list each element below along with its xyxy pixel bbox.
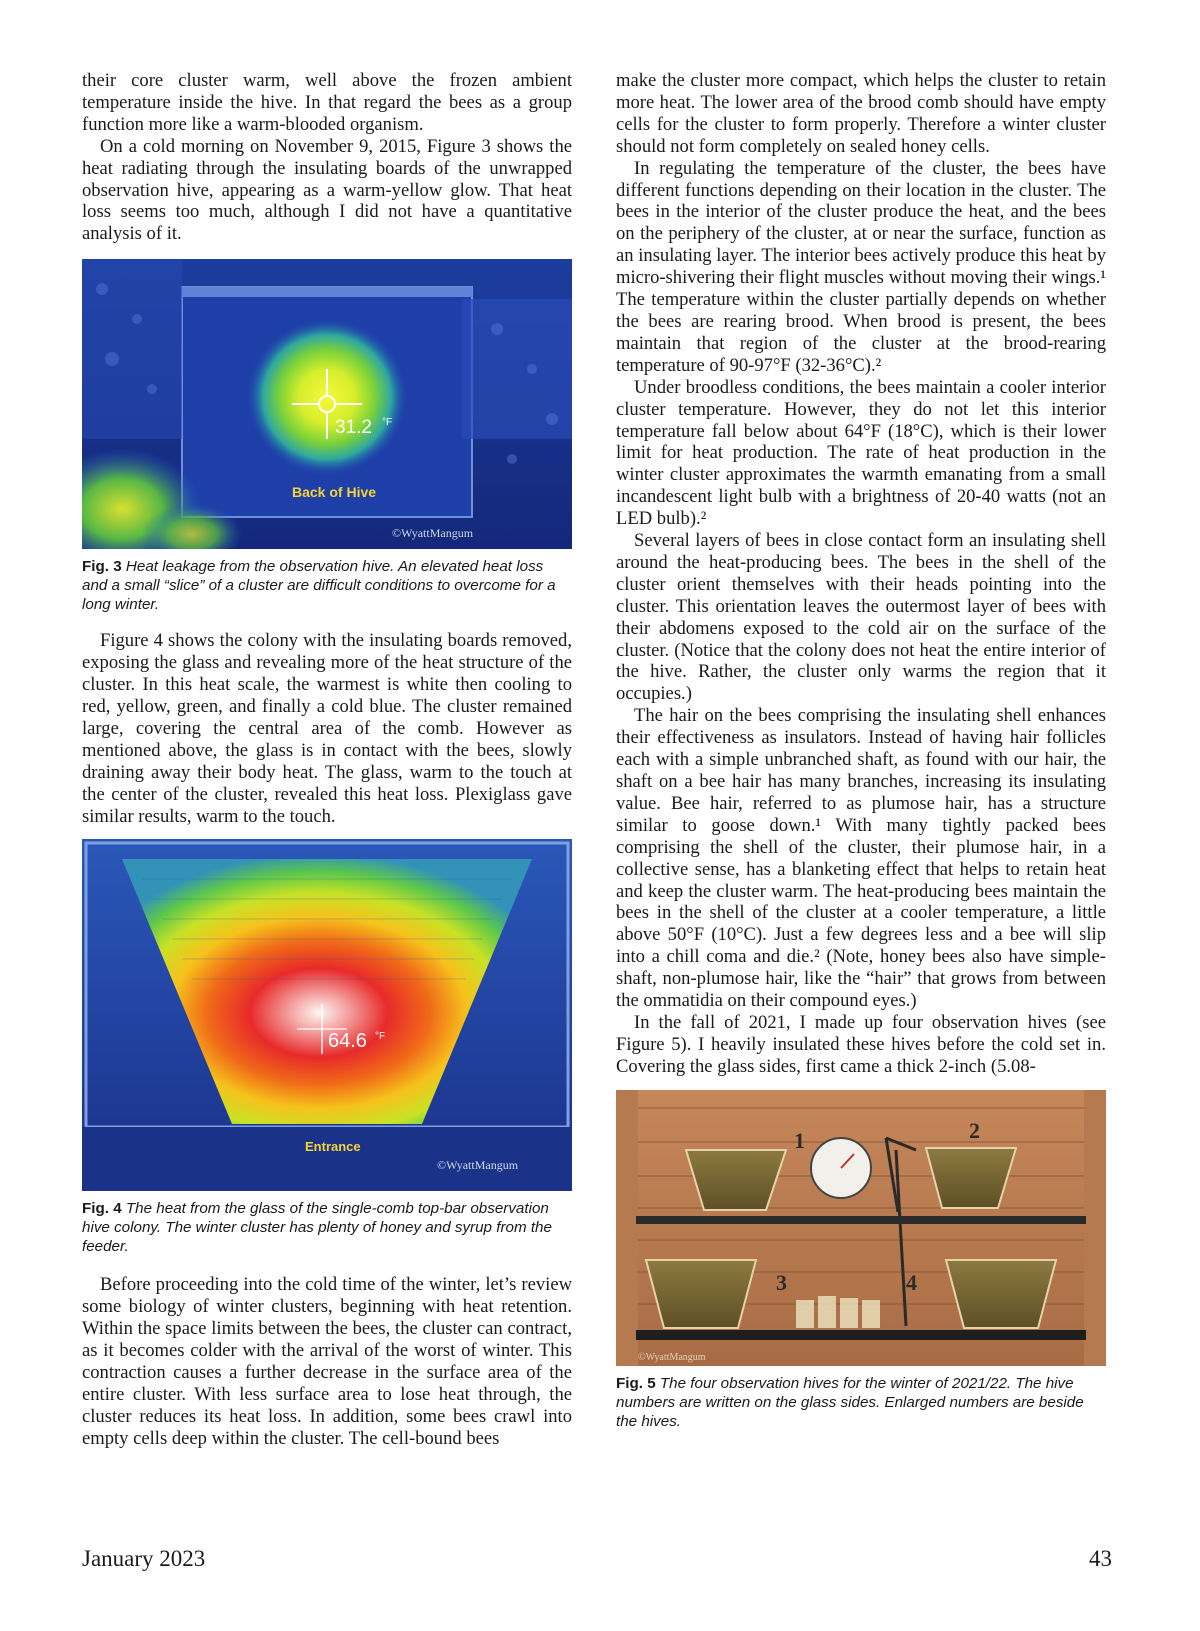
caption-number: Fig. 5 xyxy=(616,1374,656,1392)
temperature-readout: 64.6 xyxy=(328,1030,367,1053)
body-paragraph: Several layers of bees in close contact form an insulating shell around the heat-producing bees. The bees in the shell of the cluster orient themselves with their heads pointing into the cluster. This orientation leaves the outermost layer of bees with their abdomens exposed to the cold air on the surface of the cluster. (Notice that the colony does not heat the entire interior of the hive. Rather, the cluster only warms the region that it occupies.) xyxy=(616,530,1106,705)
thermal-image-back-of-hive xyxy=(82,259,572,549)
photo-credit: ©WyattMangum xyxy=(437,1158,519,1173)
body-paragraph: make the cluster more compact, which helps the cluster to retain more heat. The lower area of the brood comb should have empty cells for the cluster to form properly. Therefore a winter cluster should not form completely on sealed honey cells. xyxy=(616,70,1106,157)
temperature-unit: °F xyxy=(382,417,393,429)
temperature-readout: 31.2 xyxy=(335,417,372,439)
issue-date: January 2023 xyxy=(82,1546,206,1571)
body-paragraph: In regulating the temperature of the cluster, the bees have different functions depending on their location in the cluster. The bees in the interior of the cluster produce the heat, and the bees on the periphery of the cluster, at or near the surface, function as an insulating layer. The interior bees actively produce this heat by micro-shivering their flight muscles without moving their wings.¹ The temperature within the cluster partially depends on whether the bees are rearing brood. When brood is present, the bees maintain that region of the cluster at the brood-rearing temperature of 90-97°F (32-36°C).² xyxy=(616,157,1106,376)
hive-number-label: 2 xyxy=(969,1117,980,1143)
body-paragraph: Figure 4 shows the colony with the insulating boards removed, exposing the glass and revealing more of the heat structure of the cluster. In this heat scale, the warmest is white then cooling to red, yellow, green, and finally a cold blue. The cluster remained large, covering the central area of the comb. However as mentioned above, the glass is in contact with the bees, slowly draining away their body heat. The glass, warm to the touch at the center of the cluster, revealed this heat loss. Plexiglass gave similar results, warm to the touch. xyxy=(82,630,572,827)
caption-number: Fig. 3 xyxy=(82,558,122,576)
caption-text: Heat leakage from the observation hive. An elevated heat loss and a small “slice” of a cluster are difficult conditions to overcome for a long winter. xyxy=(82,558,556,614)
body-paragraph: Before proceeding into the cold time of the winter, let’s review some biology of winter clusters, beginning with heat retention. Within the space limits between the bees, the cluster can contract, as it becomes colder with the arrival of the worst of winter. This contraction causes a further decrease in the surface area of the entire cluster. With less surface area to lose heat through, the cluster reduces its heat loss. In addition, some bees crawl into empty cells deep within the cluster. The cell-bound bees xyxy=(82,1274,572,1449)
figure-5 xyxy=(616,1090,1106,1431)
figure-caption xyxy=(616,1374,1106,1431)
hive-number-label: 3 xyxy=(776,1269,787,1295)
body-paragraph: Under broodless conditions, the bees maintain a cooler interior cluster temperature. However, they do not let this interior temperature fall below about 64°F (18°C), which is their lower limit for heat production. The rate of heat production in the winter cluster approximates the warmth emanating from a small incandescent light bulb with a brightness of 20-40 watts (not an LED bulb).² xyxy=(616,376,1106,530)
right-column xyxy=(616,70,1106,1431)
figure-3 xyxy=(82,259,572,614)
figure-caption xyxy=(82,1199,572,1256)
hive-number-label: 1 xyxy=(794,1127,805,1153)
thermal-image-cluster xyxy=(82,839,572,1191)
figure-caption xyxy=(82,557,572,614)
image-label: Back of Hive xyxy=(292,484,377,501)
thermometer-dial-icon xyxy=(811,1138,871,1198)
body-paragraph: In the fall of 2021, I made up four observation hives (see Figure 5). I heavily insulated these hives before the cold set in. Covering the glass sides, first came a thick 2-inch (5.08- xyxy=(616,1011,1106,1077)
photo-observation-hives xyxy=(616,1090,1106,1366)
image-label: Entrance xyxy=(305,1139,361,1155)
left-column xyxy=(82,70,572,1450)
photo-credit: ©WyattMangum xyxy=(392,526,474,541)
photo-credit: ©WyattMangum xyxy=(638,1351,706,1363)
body-paragraph: On a cold morning on November 9, 2015, Figure 3 shows the heat radiating through the insulating boards of the unwrapped observation hive, appearing as a warm-yellow glow. That heat loss seems too much, although I did not have a quantitative analysis of it. xyxy=(82,135,572,245)
hive-number-label: 4 xyxy=(906,1269,917,1295)
figure-4 xyxy=(82,839,572,1256)
body-paragraph: their core cluster warm, well above the frozen ambient temperature inside the hive. In that regard the bees as a group function more like a warm-blooded organism. xyxy=(82,70,572,135)
body-paragraph: The hair on the bees comprising the insulating shell enhances their effectiveness as insulators. Instead of having hair follicles each with a simple unbranched shaft, as found with our hair, the shaft on a bee hair has many branches, increasing its insulating value. Bee hair, referred to as plumose hair, has a structure similar to goose down.¹ With many tightly packed bees comprising the shell of the cluster, their plumose hair, in a collective sense, has a blanketing effect that helps to retain heat and keep the cluster warm. The heat-producing bees maintain the bees in the shell of the cluster at a cooler temperature, a little above 50°F (10°C). Just a few degrees less and a bee will slip into a chill coma and die.² (Note, honey bees also have simple-shaft, non-plumose hair, like the “hair” that grows from between the ommatidia on their compound eyes.) xyxy=(616,705,1106,1012)
page-number: 43 xyxy=(1089,1546,1112,1571)
caption-text: The four observation hives for the winter of 2021/22. The hive numbers are written on the glass sides. Enlarged numbers are beside the hives. xyxy=(616,1374,1084,1430)
caption-text: The heat from the glass of the single-comb top-bar observation hive colony. The winter cluster has plenty of honey and syrup from the feeder. xyxy=(82,1200,552,1256)
caption-number: Fig. 4 xyxy=(82,1200,122,1218)
temperature-unit: °F xyxy=(375,1031,386,1043)
